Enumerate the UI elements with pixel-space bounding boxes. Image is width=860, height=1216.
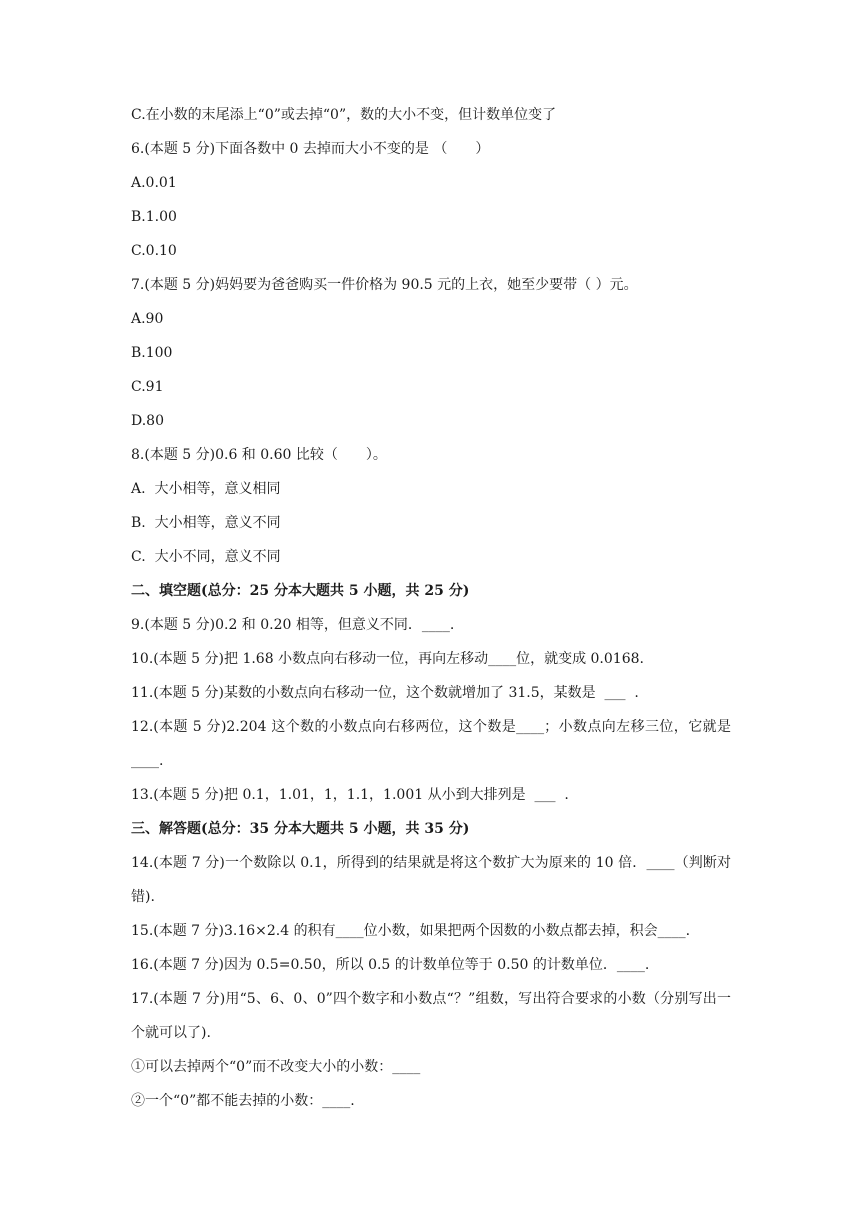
option-7d: D.80 (131, 413, 164, 429)
question-11: 11.(本题 5 分)某数的小数点向右移动一位，这个数就增加了 31.5，某数是 ___ . (131, 685, 639, 701)
question-10: 10.(本题 5 分)把 1.68 小数点向右移动一位，再向左移动____位，就变成 0.0168. (131, 651, 644, 667)
question-7: 7.(本题 5 分)妈妈要为爸爸购买一件价格为 90.5 元的上衣，她至少要带（ ）元。 (131, 277, 638, 293)
option-7b: B.100 (131, 345, 173, 361)
question-9: 9.(本题 5 分)0.2 和 0.20 相等，但意义不同．____. (131, 617, 455, 633)
question-15: 15.(本题 7 分)3.16×2.4 的积有____位小数，如果把两个因数的小数点都去掉，积会____. (131, 923, 691, 939)
question-17: 17.(本题 7 分)用“5、6、0、0”四个数字和小数点“？”组数，写出符合要求的小数（分别写出一个就可以了). (131, 991, 731, 1041)
option-6a: A.0.01 (131, 175, 177, 191)
section-heading-solve: 三、解答题(总分：35 分本大题共 5 小题，共 35 分) (131, 821, 470, 837)
question-6: 6.(本题 5 分)下面各数中 0 去掉而大小不变的是 （ ） (131, 141, 490, 157)
option-7c: C.91 (131, 379, 164, 395)
option-6c: C.0.10 (131, 243, 177, 259)
option-8a: A. 大小相等，意义相同 (131, 481, 281, 497)
section-heading-fill-in: 二、填空题(总分：25 分本大题共 5 小题，共 25 分) (131, 583, 470, 599)
question-14: 14.(本题 7 分)一个数除以 0.1，所得到的结果就是将这个数扩大为原来的 10 倍．____（判断对错). (131, 855, 731, 905)
exam-page (131, 105, 731, 1125)
option-8b: B. 大小相等，意义不同 (131, 515, 281, 531)
question-13: 13.(本题 5 分)把 0.1，1.01，1，1.1，1.001 从小到大排列是 ___ . (131, 787, 569, 803)
option-6b: B.1.00 (131, 209, 177, 225)
question-17-part-2: ②一个“0”都不能去掉的小数：____. (131, 1093, 355, 1109)
option-8c: C. 大小不同，意义不同 (131, 549, 281, 565)
question-8: 8.(本题 5 分)0.6 和 0.60 比较（ ）。 (131, 447, 387, 463)
question-12: 12.(本题 5 分)2.204 这个数的小数点向右移两位，这个数是____；小数点向左移三位，它就是____. (131, 719, 731, 769)
question-17-part-1: ①可以去掉两个“0”而不改变大小的小数：____ (131, 1059, 421, 1075)
question-16: 16.(本题 7 分)因为 0.5=0.50，所以 0.5 的计数单位等于 0.50 的计数单位．____. (131, 957, 650, 973)
option-5c: C.在小数的末尾添上“0”或去掉“0”，数的大小不变，但计数单位变了 (131, 107, 557, 123)
option-7a: A.90 (131, 311, 164, 327)
